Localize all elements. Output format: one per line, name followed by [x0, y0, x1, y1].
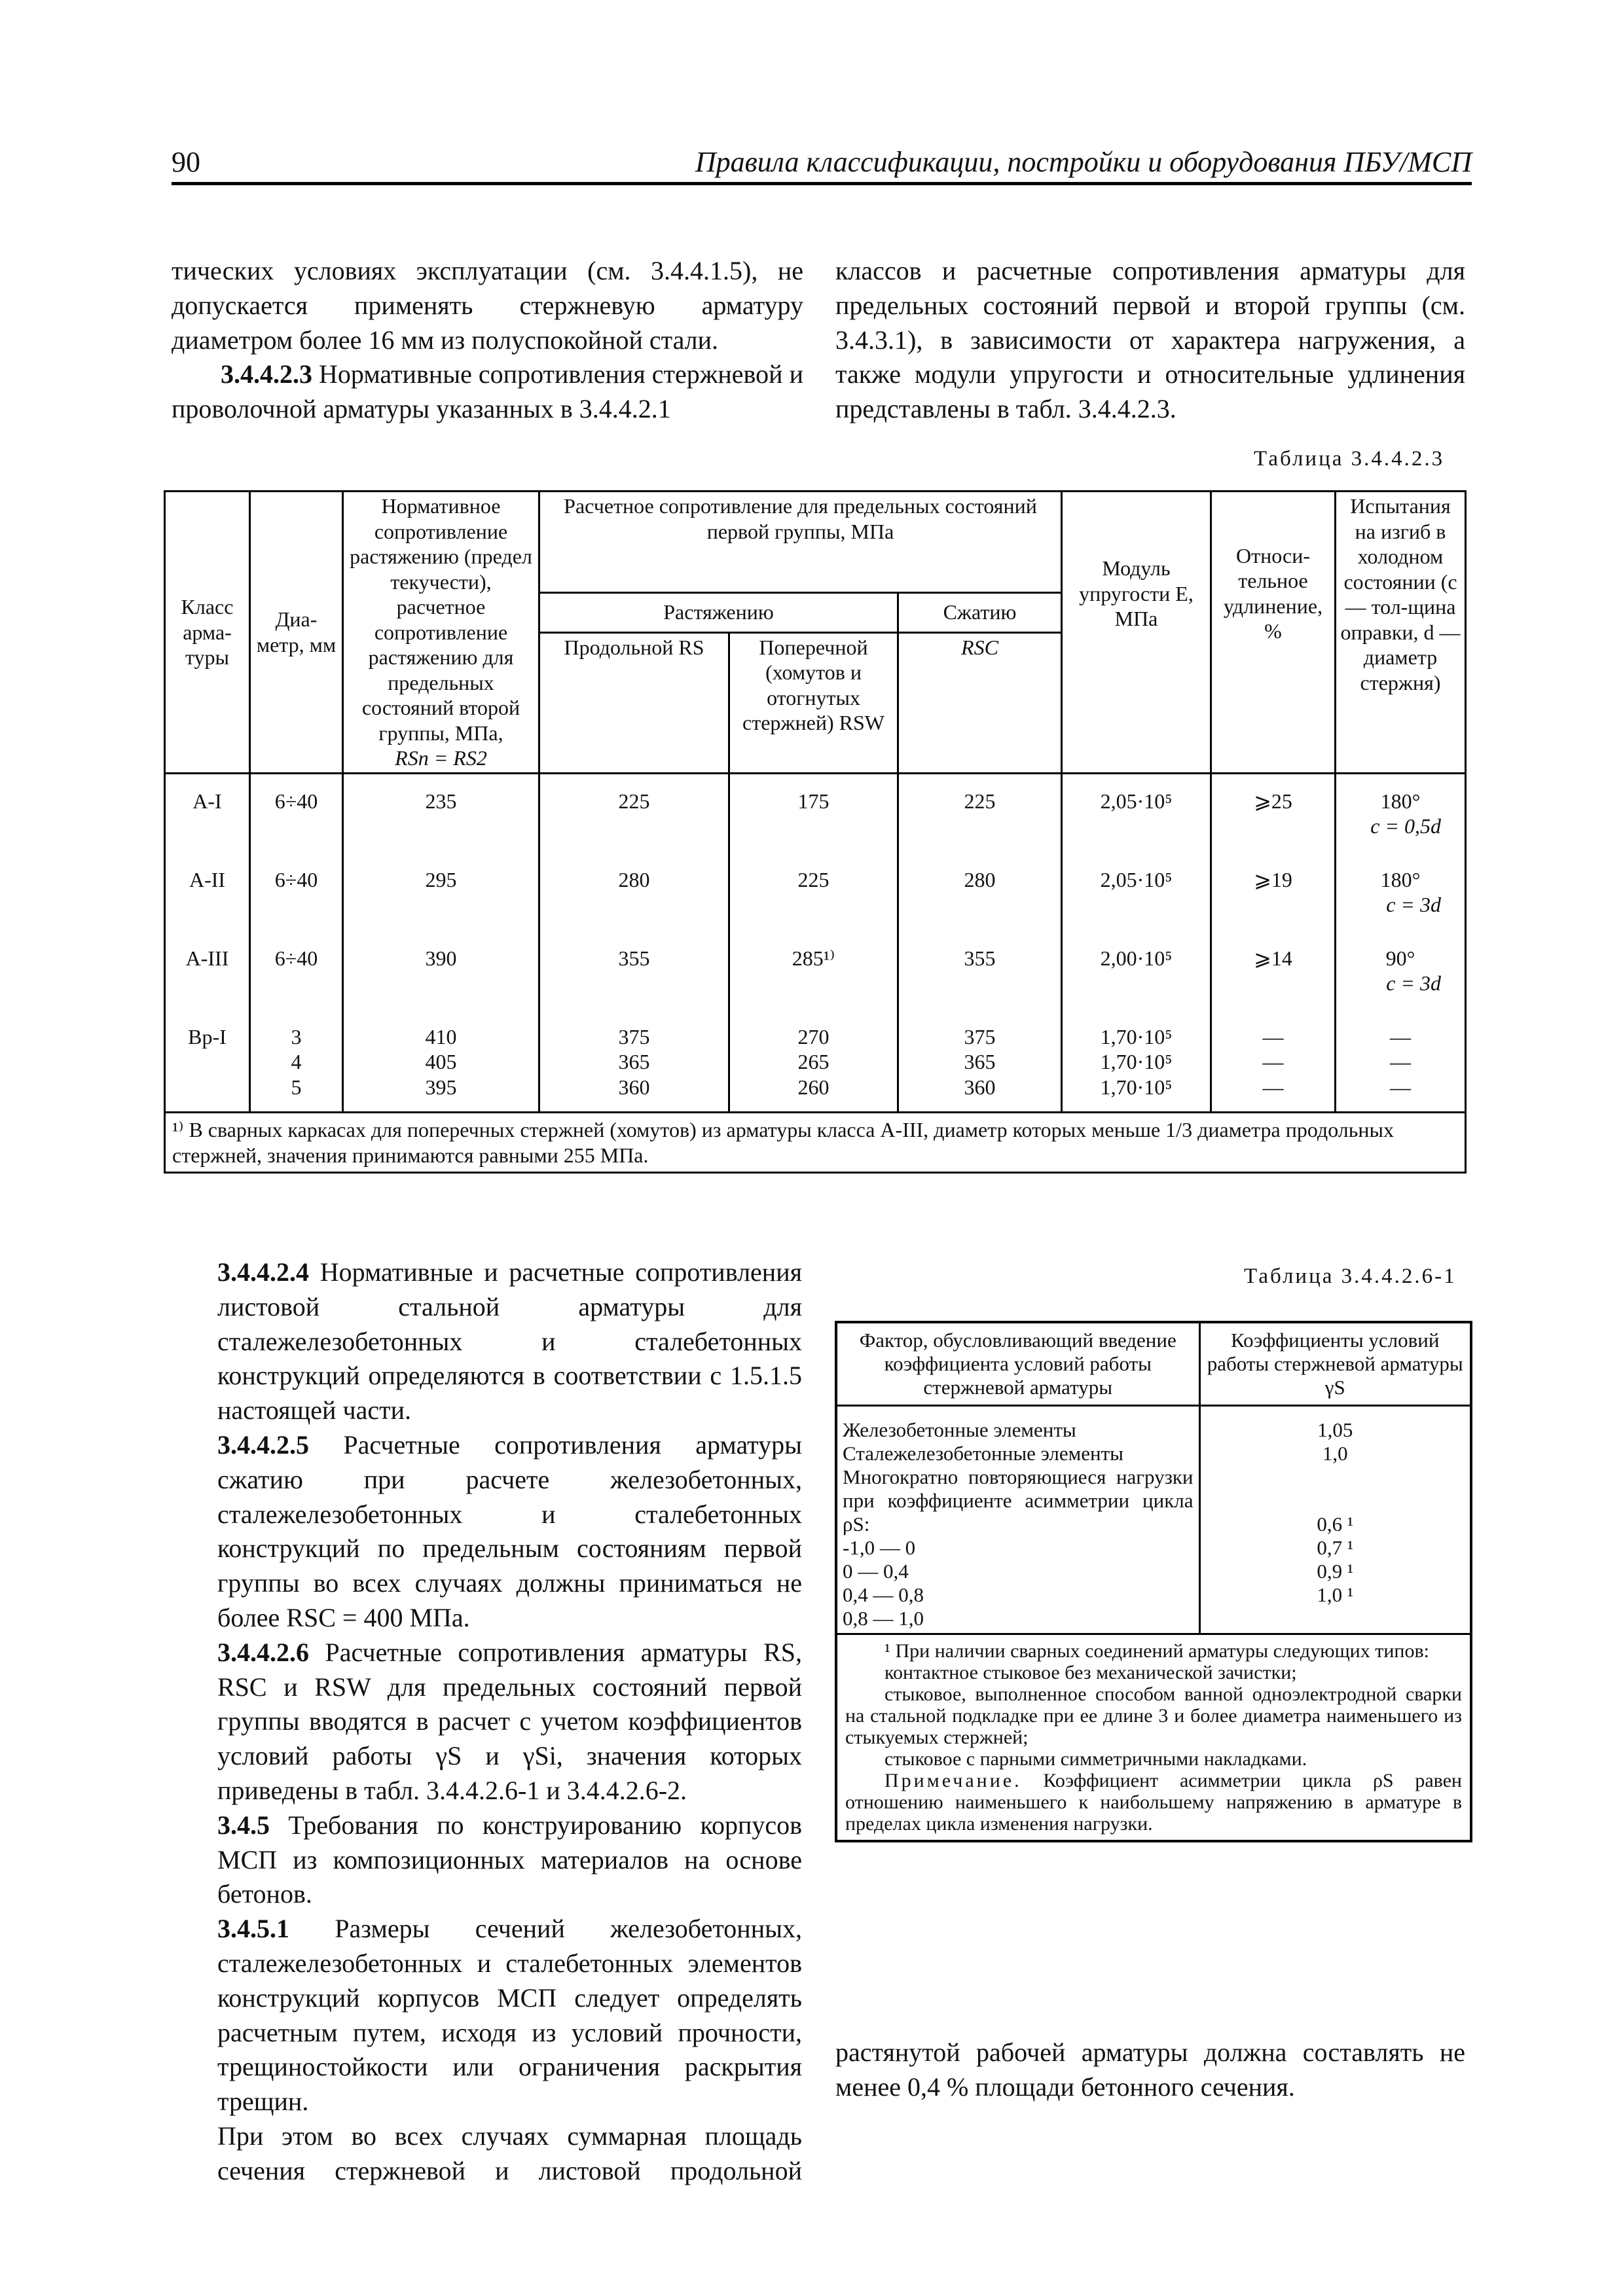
cell-elongation: [1211, 1010, 1336, 1113]
coefficient-item: 0,6 ¹: [1317, 1513, 1354, 1535]
value: —: [1262, 1024, 1284, 1049]
table-row: [165, 1010, 1466, 1113]
table-caption-1: Таблица 3.4.4.2.3: [1254, 447, 1445, 471]
bend-mandrel: c = 0,5d: [1370, 814, 1441, 838]
section-number: 3.4.5: [217, 1810, 270, 1840]
note-label: Примечание.: [884, 1770, 1022, 1791]
header-elongation: Относи-тельное удлинение, %: [1211, 492, 1336, 774]
cell-modulus: 2,05·10⁵: [1062, 773, 1211, 853]
cell-modulus: [1062, 1010, 1211, 1113]
header-transverse: Поперечной (хомутов и отогнутых стержней) RSW: [729, 632, 898, 773]
cell-rs: 355: [539, 931, 729, 1010]
coefficient-item: 1,05: [1317, 1418, 1353, 1441]
paragraph-continuation-bottom: растянутой рабочей арматуры должна составлять не менее 0,4 % площади бетонного сечения.: [835, 2037, 1465, 2102]
section-number: 3.4.4.2.3: [221, 359, 312, 389]
value: 1,70·10⁵: [1100, 1024, 1173, 1049]
table-caption-2: Таблица 3.4.4.2.6-1: [1244, 1265, 1457, 1288]
note-remark: [845, 1770, 1462, 1835]
section-number: 3.4.4.2.5: [217, 1429, 309, 1460]
cell-bend: [1336, 853, 1466, 931]
cell-rsw: [729, 1010, 898, 1113]
cell-bend: [1336, 1010, 1466, 1113]
paragraph-text: Расчетные сопротивления арматуры RS, RSC и RSW для предельных состояний первой группы вводятся в расчет с учетом коэффициентов условий работы γS и γSi, значения которых приведены в табл. 3.4.4.2.6-1 и 3.4.4.2.6-2.: [217, 1637, 802, 1805]
header-modulus: Модуль упругости E, МПа: [1062, 492, 1211, 774]
top-left-column: [172, 254, 803, 427]
bend-angle: 180°: [1380, 789, 1421, 813]
note-text: Коэффициент асимметрии цикла ρS равен отношению наименьшего к наибольшему напряжению в арматуре в пределах цикла изменения нагрузки.: [845, 1770, 1462, 1835]
header-normative-text: Нормативное сопротивление растяжению (предел текучести), расчетное сопротивление растяжению для предельных состояний второй группы, МПа,: [350, 494, 532, 745]
table-row: [165, 931, 1466, 1010]
coefficient-item: 1,0: [1322, 1442, 1348, 1465]
section-number: 3.4.4.2.6: [217, 1637, 309, 1667]
value: —: [1262, 1050, 1284, 1073]
cell-class: А-II: [165, 853, 250, 931]
cell-modulus: 2,05·10⁵: [1062, 853, 1211, 931]
value: 405: [425, 1050, 457, 1073]
table-footnote: ¹⁾ В сварных каркасах для поперечных стержней (хомутов) из арматуры класса А-III, диаметр которых меньше 1/3 диаметра продольных стержней, значения принимаются равными 255 МПа.: [165, 1113, 1466, 1173]
value: 260: [797, 1075, 830, 1099]
cell-rsc: 280: [898, 853, 1062, 931]
paragraph-continuation: тических условиях эксплуатации (см. 3.4.4.1.5), не допускается применять стержневую арматуру диаметром более 16 мм из полуспокойной стали.: [172, 256, 803, 355]
cell-class: А-III: [165, 931, 250, 1010]
page-number: 90: [172, 146, 200, 178]
paragraph-text: Расчетные сопротивления арматуры сжатию при расчете железобетонных, сталежелезобетонных и сталебетонных конструкций по предельным состояниям первой группы во всех случаях должны приниматься не более RSC = 400 МПа.: [217, 1429, 802, 1632]
coefficient-item: 1,0 ¹: [1317, 1583, 1354, 1606]
bottom-right-column: [835, 2036, 1465, 2105]
value: 375: [964, 1024, 996, 1049]
bend-angle: 90°: [1385, 946, 1415, 970]
header-normative: [343, 492, 539, 774]
paragraph-text: Требования по конструированию корпусов МСП из композиционных материалов на основе бетонов.: [217, 1810, 802, 1909]
value: 410: [425, 1024, 457, 1049]
value: 1,70·10⁵: [1100, 1050, 1173, 1073]
value: —: [1262, 1075, 1284, 1099]
header-class: Класс арма-туры: [165, 492, 250, 774]
cell-rs: 225: [539, 773, 729, 853]
cell-rsc: 355: [898, 931, 1062, 1010]
note-line: ¹ При наличии сварных соединений арматуры следующих типов:: [884, 1640, 1429, 1662]
value: 395: [425, 1075, 457, 1099]
paragraph-3.4.4.2.5: [217, 1428, 802, 1636]
reinforcement-strength-table: [164, 490, 1467, 1174]
paragraph-3.4.5: [217, 1808, 802, 1912]
cell-modulus: 2,00·10⁵: [1062, 931, 1211, 1010]
value: —: [1390, 1075, 1411, 1099]
header-factor: Фактор, обусловливающий введение коэффициента условий работы стержневой арматуры: [836, 1322, 1199, 1406]
value: 265: [797, 1050, 830, 1073]
header-calculated: Расчетное сопротивление для предельных состояний первой группы, МПа: [539, 492, 1062, 593]
running-head: Правила классификации, постройки и оборудования ПБУ/МСП: [695, 146, 1472, 178]
factor-item: 0,8 — 1,0: [843, 1607, 924, 1630]
header-diameter: Диа-метр, мм: [250, 492, 343, 774]
note-line: стыковое с парными симметричными накладками.: [884, 1748, 1307, 1770]
paragraph-3.4.4.2.3: [172, 357, 803, 427]
table-row: [165, 853, 1466, 931]
coefficient-item: 0,7 ¹: [1317, 1536, 1354, 1559]
coefficient-list: [1199, 1406, 1471, 1634]
factor-item: 0 — 0,4: [843, 1560, 909, 1583]
cell-rsw: 285¹⁾: [729, 931, 898, 1010]
paragraph-text: Размеры сечений железобетонных, сталежелезобетонных и сталебетонных элементов конструкций корпусов МСП следует определять расчетным путем, исходя из условий прочности, трещиностойкости или ограничения раскрытия трещин.: [217, 1914, 802, 2117]
header-tension: Растяжению: [539, 592, 898, 632]
cell-normative: 295: [343, 853, 539, 931]
value: 360: [964, 1075, 996, 1099]
cell-elongation: ⩾25: [1211, 773, 1336, 853]
value: —: [1390, 1050, 1411, 1073]
header-coefficient: Коэффициенты условий работы стержневой арматуры γS: [1199, 1322, 1471, 1406]
paragraph-area: При этом во всех случаях суммарная площадь сечения стержневой и листовой продольной: [217, 2121, 802, 2185]
page-header: [172, 145, 1472, 185]
cell-elongation: ⩾14: [1211, 931, 1336, 1010]
value: —: [1390, 1024, 1411, 1049]
paragraph-3.4.4.2.6: [217, 1636, 802, 1808]
table-notes: [836, 1634, 1471, 1842]
section-number: 3.4.4.2.4: [217, 1257, 309, 1287]
value: 4: [291, 1050, 302, 1073]
header-bend-test: Испытания на изгиб в холодном состоянии (с — тол-щина оправки, d — диаметр стержня): [1336, 492, 1466, 774]
cell-class: Вр-I: [165, 1010, 250, 1113]
paragraph-text: Нормативные сопротивления стержневой и проволочной арматуры указанных в 3.4.4.2.1: [172, 359, 803, 424]
table-row: [165, 773, 1466, 853]
cell-normative: 235: [343, 773, 539, 853]
cell-bend: [1336, 773, 1466, 853]
value: 365: [618, 1050, 650, 1073]
value: 1,70·10⁵: [1100, 1075, 1173, 1099]
cell-rsw: 175: [729, 773, 898, 853]
factor-item: Сталежелезобетонные элементы: [843, 1442, 1123, 1465]
factor-list: [836, 1406, 1199, 1634]
header-rsc: RSC: [898, 632, 1062, 773]
cell-rsc: [898, 1010, 1062, 1113]
cell-diameter: 6÷40: [250, 853, 343, 931]
value: 365: [964, 1050, 996, 1073]
header-compression: Сжатию: [898, 592, 1062, 632]
paragraph-continuation-right: классов и расчетные сопротивления арматуры для предельных состояний первой и второй группы (см. 3.4.3.1), в зависимости от характера нагружения, а также модули упругости и относительные удлинения представлены в табл. 3.4.4.2.3.: [835, 256, 1465, 424]
paragraph-3.4.5.1: [217, 1912, 802, 2119]
cell-rsc: 225: [898, 773, 1062, 853]
factor-item: -1,0 — 0: [843, 1536, 916, 1559]
cell-diameter: 6÷40: [250, 931, 343, 1010]
cell-diameter: [250, 1010, 343, 1113]
note-line: контактное стыковое без механической зачистки;: [884, 1662, 1297, 1683]
cell-normative: [343, 1010, 539, 1113]
coefficient-item: 0,9 ¹: [1317, 1560, 1354, 1583]
section-number: 3.4.5.1: [217, 1914, 289, 1944]
value: 360: [618, 1075, 650, 1099]
bend-mandrel: c = 3d: [1386, 893, 1441, 916]
work-conditions-table: [835, 1321, 1472, 1842]
cell-normative: 390: [343, 931, 539, 1010]
value: 3: [291, 1024, 302, 1049]
cell-elongation: ⩾19: [1211, 853, 1336, 931]
header-longitudinal: Продольной RS: [539, 632, 729, 773]
factor-item: 0,4 — 0,8: [843, 1583, 924, 1606]
paragraph-3.4.4.2.4: [217, 1255, 802, 1428]
note-line: стыковое, выполненное способом ванной одноэлектродной сварки на стальной подкладке при ее длине 3 и более диаметра наименьшего из стыкуемых стержней;: [845, 1683, 1462, 1748]
value: 270: [797, 1024, 830, 1049]
header-normative-formula: RSn = RS2: [395, 746, 487, 770]
paragraph-text: Нормативные и расчетные сопротивления листовой стальной арматуры для сталежелезобетонных и сталебетонных конструкций определяются в соответствии с 1.5.1.5 настоящей части.: [217, 1257, 802, 1426]
top-right-column: [835, 254, 1465, 427]
factor-item: Железобетонные элементы: [843, 1418, 1076, 1441]
value: 375: [618, 1024, 650, 1049]
bend-mandrel: c = 3d: [1386, 971, 1441, 995]
cell-diameter: 6÷40: [250, 773, 343, 853]
factor-item: Многократно повторяющиеся нагрузки при коэффициенте асимметрии цикла ρS:: [843, 1465, 1194, 1535]
bend-angle: 180°: [1380, 867, 1421, 891]
value: 5: [291, 1075, 302, 1099]
cell-bend: [1336, 931, 1466, 1010]
cell-rs: 280: [539, 853, 729, 931]
cell-rsw: 225: [729, 853, 898, 931]
bottom-left-column: [217, 1255, 802, 2189]
cell-rs: [539, 1010, 729, 1113]
cell-class: А-I: [165, 773, 250, 853]
